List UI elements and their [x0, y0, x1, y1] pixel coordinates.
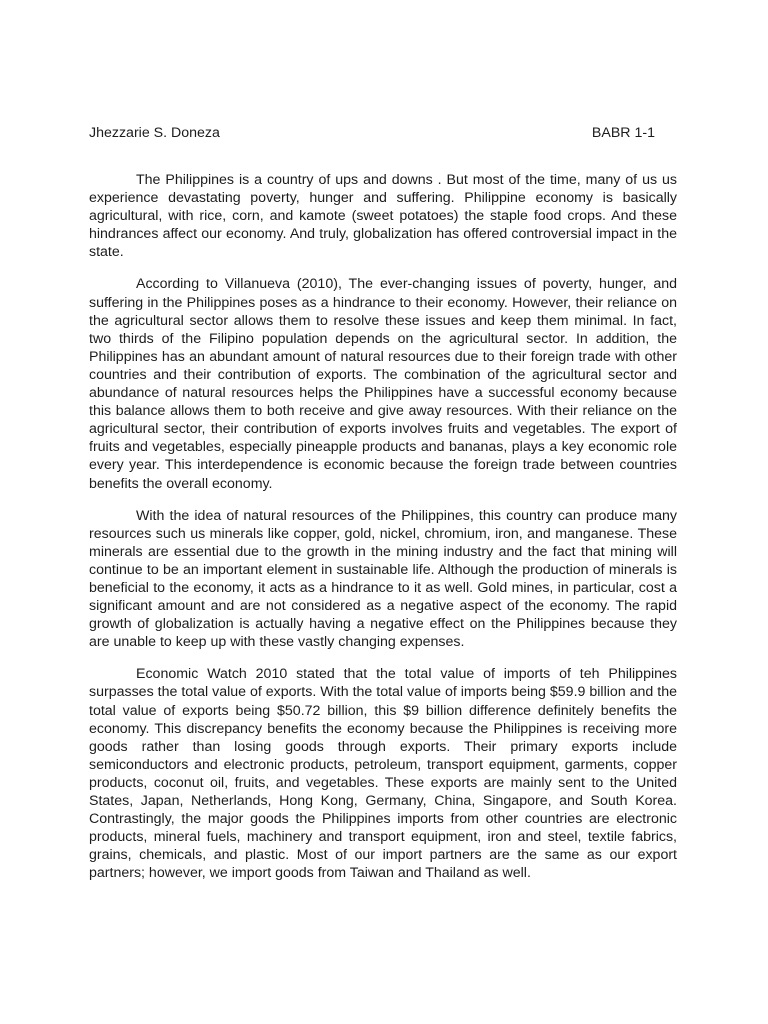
author-name: Jhezzarie S. Doneza: [89, 125, 220, 141]
paragraph-trade: Economic Watch 2010 stated that the total value of imports of teh Philippines surpasses the total value of exports. With the total value of imports being $59.9 billion and the total value of exports being $50.72 billion, this $9 billion difference definitely benefits the economy. This discrepancy benefits the economy because the Philippines is receiving more goods rather than losing goods through exports. Their primary exports include semiconductors and electronic products, petroleum, transport equipment, garments, copper products, coconut oil, fruits, and vegetables. These exports are mainly sent to the United States, Japan, Netherlands, Hong Kong, Germany, China, Singapore, and South Korea. Contrastingly, the major goods the Philippines imports from other countries are electronic products, mineral fuels, machinery and transport equipment, iron and steel, textile fabrics, grains, chemicals, and plastic. Most of our import partners are the same as our export partners; however, we import goods from Taiwan and Thailand as well.: [89, 666, 677, 882]
paragraph-intro: The Philippines is a country of ups and downs . But most of the time, many of us us experience devastating poverty, hunger and suffering. Philippine economy is basically agricultural, with rice, corn, and kamote (sweet potatoes) the staple food crops. And these hindrances affect our economy. And truly, globalization has offered controversial impact in the state.: [89, 172, 677, 261]
document-header: [89, 123, 655, 143]
document-body: [89, 171, 677, 896]
class-section: BABR 1-1: [591, 125, 655, 141]
paragraph-minerals: With the idea of natural resources of the Philippines, this country can produce many resources such us minerals like copper, gold, nickel, chromium, iron, and manganese. These minerals are essential due to the growth in the mining industry and the fact that mining will continue to be an important element in sustainable life. Although the production of minerals is beneficial to the economy, it acts as a hindrance to it as well. Gold mines, in particular, cost a significant amount and are not considered as a negative aspect of the economy. The rapid growth of globalization is actually having a negative effect on the Philippines because they are unable to keep up with these vastly changing expenses.: [89, 507, 677, 651]
paragraph-agriculture: According to Villanueva (2010), The ever-changing issues of poverty, hunger, and suffering in the Philippines poses as a hindrance to their economy. However, their reliance on the agricultural sector allows them to resolve these issues and keep them minimal. In fact, two thirds of the Filipino population depends on the agricultural sector. In addition, the Philippines has an abundant amount of natural resources due to their foreign trade with other countries and their contribution of exports. The combination of the agricultural sector and abundance of natural resources helps the Philippines have a successful economy because this balance allows them to both receive and give away resources. With their reliance on the agricultural sector, their contribution of exports involves fruits and vegetables. The export of fruits and vegetables, especially pineapple products and bananas, plays a key economic role every year. This interdependence is economic because the foreign trade between countries benefits the overall economy.: [89, 276, 677, 492]
